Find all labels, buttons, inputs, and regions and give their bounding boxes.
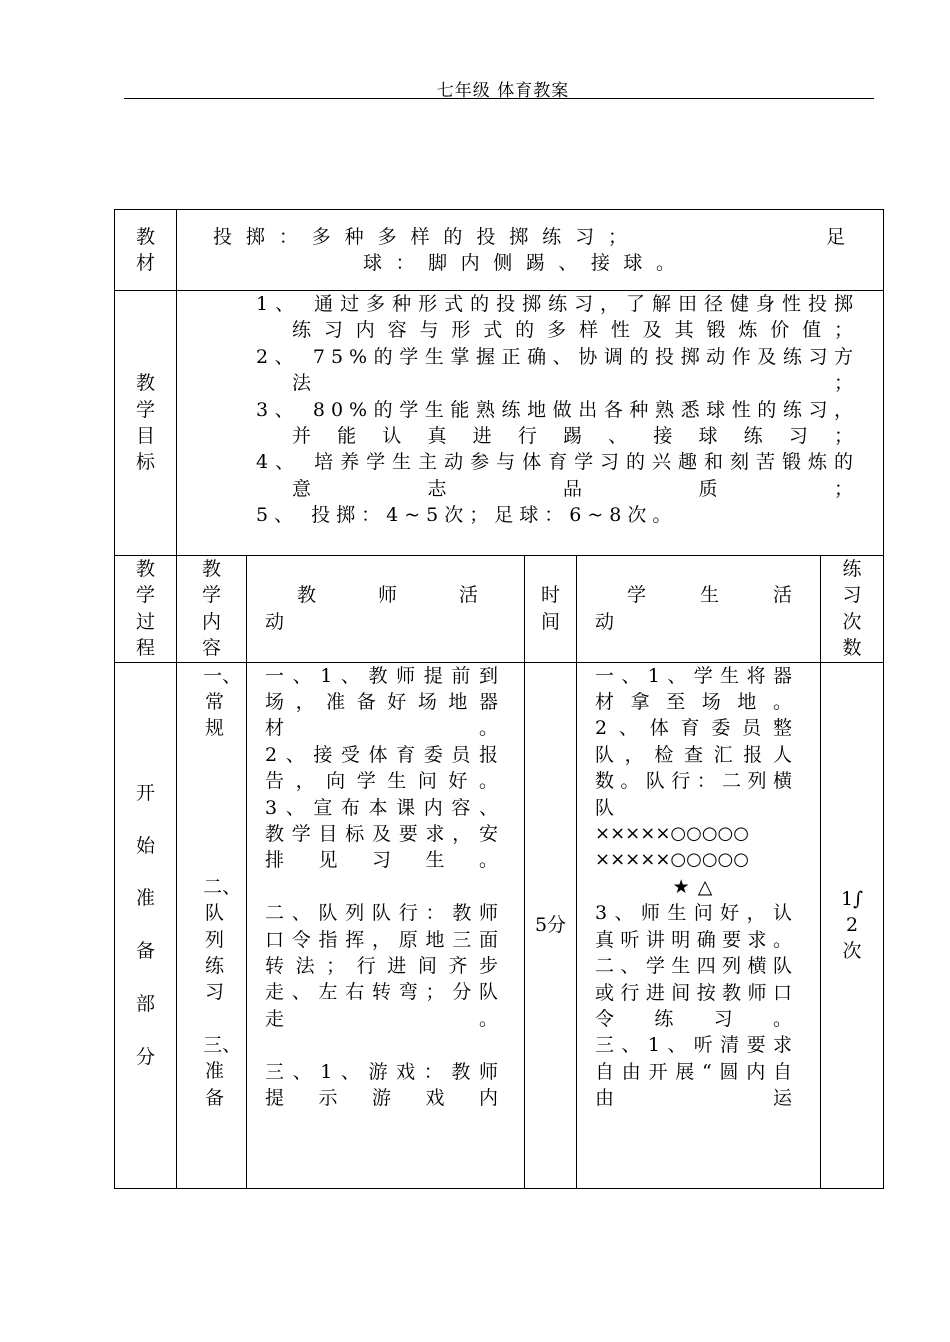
formation-markers: ★△ [672, 875, 721, 898]
start-section-label: 开始准备部分 [135, 781, 155, 1068]
process-col3-cell [247, 556, 525, 663]
material-label: 教材 [135, 225, 155, 274]
start-content-cell [177, 662, 247, 1188]
material-label-cell [115, 210, 177, 291]
start-label-cell [115, 662, 177, 1188]
process-col3-label-b: 动 [265, 610, 285, 633]
goals-row [115, 291, 884, 556]
material-line2: 球：脚内侧踢、接球。 [363, 252, 681, 275]
material-content-cell [177, 210, 884, 291]
student-item-3: 3、师生问好，认真听讲明确要求。 [595, 902, 798, 951]
process-col1-cell [115, 556, 177, 663]
goal-item-5: 5、 投掷：4~5次；足球：6~8次。 [256, 504, 678, 527]
process-col5-cell [577, 556, 821, 663]
goal-item-2: 2、 75%的学生掌握正确、协调的投掷动作及练习方法； [256, 345, 860, 395]
time-value: 5分 [534, 913, 567, 936]
process-col2-label: 教学内容 [201, 558, 221, 660]
student-item-4: 二、学生四列横队或行进间按教师口令练习。 [595, 955, 798, 1030]
content-item-1: 一、常规 [203, 664, 242, 740]
teacher-item-3: 3、宣布本课内容、教学目标及要求，安排见习生。 [265, 796, 504, 872]
content-item-3: 三、准备 [203, 1033, 242, 1109]
process-col4-cell [525, 556, 577, 663]
material-line1-wrap [213, 224, 845, 250]
goal-item-1: 1、 通过多种形式的投掷练习，了解田径健身性投掷练习内容与形式的多样性及其锻炼价值； [256, 293, 860, 342]
start-section-row [115, 662, 884, 1188]
process-header-row [115, 556, 884, 663]
lesson-plan-table [114, 209, 884, 1189]
count-cell [821, 662, 884, 1188]
student-item-1: 一、1、学生将器材拿至场地。 [595, 664, 798, 714]
material-line1: 投掷：多种多样的投掷练习； [213, 226, 633, 248]
teacher-item-1: 一、1、教师提前到场，准备好场地器材。 [265, 664, 504, 740]
goals-content-cell [177, 291, 884, 556]
material-row [115, 210, 884, 291]
teacher-item-2: 2、接受体育委员报告，向学生问好。 [265, 743, 504, 793]
process-col2-cell [177, 556, 247, 663]
formation-row-1: ×××××○○○○○ [595, 823, 749, 845]
content-item-2: 二、队列练习 [203, 875, 242, 1004]
student-item-2: 2、体育委员整队，检查汇报人数。队行：二列横队 [595, 717, 798, 819]
material-line1-tail: 足 [826, 226, 846, 248]
process-col6-label: 练习次数 [842, 558, 862, 660]
formation-row-2: ×××××○○○○○ [595, 849, 749, 871]
process-col5-label-b: 动 [595, 610, 615, 633]
goals-label: 教学目标 [135, 372, 155, 474]
student-item-5: 三、1、听清要求自由开展“圆内自由运 [595, 1034, 798, 1110]
process-col5-label-a: 学生活 [627, 584, 798, 607]
process-col3-label-a: 教师活 [297, 584, 484, 607]
process-col1-label: 教学过程 [135, 558, 155, 660]
process-col4-label: 时间 [540, 584, 560, 633]
teacher-item-5: 三、1、游戏：教师提示游戏内 [265, 1060, 504, 1110]
teacher-activity-cell [247, 662, 525, 1188]
process-col6-cell [821, 556, 884, 663]
teacher-item-4: 二、队列队行：教师口令指挥，原地三面转法；行进间齐步走、左右转弯；分队走。 [265, 902, 504, 1030]
goal-item-3: 3、 80%的学生能熟练地做出各种熟悉球性的练习，并能认真进行踢、接球练习； [256, 398, 860, 448]
count-value: 1∫2次 [841, 887, 863, 963]
header-rule [124, 98, 874, 99]
goals-label-cell [115, 291, 177, 556]
document-header: 七年级 体育教案 [436, 81, 570, 101]
goal-item-4: 4、 培养学生主动参与体育学习的兴趣和刻苦锻炼的意志品质； [256, 451, 860, 500]
time-cell [525, 662, 577, 1188]
student-activity-cell [577, 662, 821, 1188]
